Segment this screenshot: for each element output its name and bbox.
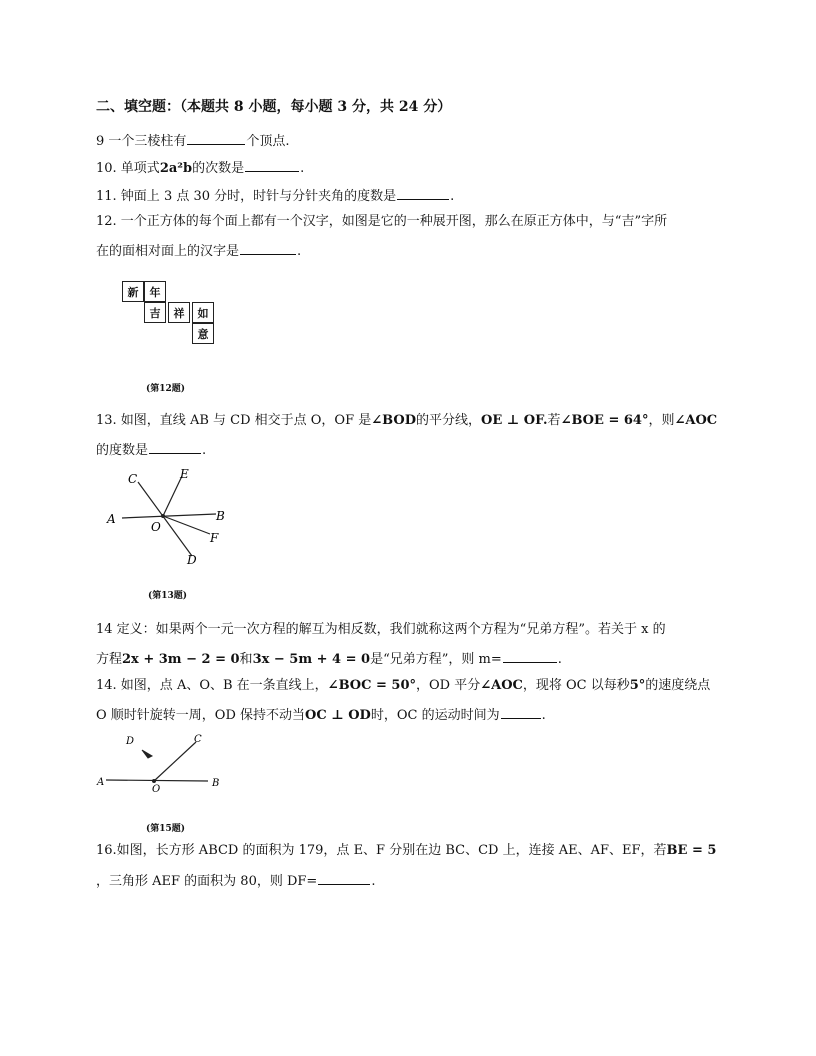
- question-13-line-1: [96, 412, 717, 430]
- q13-angle-bod: ∠BOD: [371, 413, 416, 428]
- q10-text-after: 的次数是: [192, 161, 245, 176]
- line-ab: [106, 780, 208, 781]
- q10-expression: 2a²b: [159, 161, 193, 176]
- q13-text-g: ，则: [648, 413, 675, 428]
- q14a-text-a: 方程: [96, 652, 123, 667]
- q10-text: 10. 单项式: [96, 161, 160, 176]
- q13-text-2: 的度数是: [96, 443, 149, 458]
- question-12-line-2: [96, 241, 301, 261]
- question-10: [96, 158, 304, 178]
- q12-end: .: [297, 244, 302, 259]
- q16-blank: [318, 871, 370, 885]
- question-9: [96, 131, 290, 151]
- line-ab: [122, 514, 216, 518]
- q11-end: .: [450, 189, 455, 204]
- q13-text-a: 13. 如图，直线 AB 与 CD 相交于点 O，OF 是: [96, 413, 372, 428]
- label-a: A: [107, 512, 116, 526]
- question-14-rotation-line-1: [96, 677, 710, 695]
- q9-blank: [187, 131, 245, 145]
- question-14-definition-line-1: 14 定义：如果两个一元一次方程的解互为相反数，我们就称这两个方程为“兄弟方程”。若关于 x 的: [96, 622, 666, 637]
- q13-blank: [149, 440, 201, 454]
- ray-oc: [154, 742, 196, 781]
- q9-text-after: 个顶点.: [246, 134, 290, 149]
- q14b-speed: 5°: [629, 678, 646, 693]
- q14b-text-2a: O 顺时针旋转一周，OD 保持不动当: [96, 708, 306, 723]
- label-b: B: [212, 778, 220, 789]
- q14a-equation-2: 3x − 5m + 4 = 0: [252, 652, 371, 667]
- figure-12-caption: (第12题): [146, 384, 186, 394]
- q14b-angle-boc: ∠BOC = 50°: [327, 678, 416, 693]
- q13-text-c: 的平分线，: [415, 413, 481, 428]
- q16-be: BE = 5: [666, 843, 717, 858]
- q13-perpendicular: OE ⊥ OF.: [481, 413, 548, 428]
- label-c: C: [128, 472, 138, 486]
- q16-text-a: 16.如图，长方形 ABCD 的面积为 179，点 E、F 分别在边 BC、CD 上，连接 AE、AF、EF，若: [96, 843, 667, 858]
- q14a-blank: [503, 649, 557, 663]
- q13-end: .: [202, 443, 207, 458]
- q14a-text-c: 是“兄弟方程”，则 m=: [370, 652, 502, 667]
- section-title: 二、填空题：（本题共 8 小题，每小题 3 分，共 24 分）: [96, 99, 452, 115]
- question-16-line-1: [96, 842, 716, 860]
- q9-text: 9 一个三棱柱有: [96, 134, 187, 149]
- figure-15-caption: (第15题): [146, 824, 186, 834]
- question-11: [96, 186, 454, 206]
- q14b-text-2b: 时，OC 的运动时间为: [370, 708, 500, 723]
- q16-text-2a: ，三角形 AEF 的面积为 80，则 DF=: [96, 874, 318, 889]
- q14a-text-b: 和: [239, 652, 253, 667]
- q11-blank: [397, 186, 449, 200]
- label-a: A: [97, 777, 105, 788]
- q10-end: .: [300, 161, 305, 176]
- label-d: D: [187, 553, 197, 567]
- figure-13-caption: (第13题): [148, 591, 188, 601]
- q13-text-e: 若: [547, 413, 561, 428]
- figure-13-diagram: [100, 466, 240, 576]
- q14a-end: .: [557, 652, 562, 667]
- label-c: C: [194, 734, 202, 745]
- q14b-angle-aoc: ∠AOC: [480, 678, 523, 693]
- question-14-rotation-line-2: [96, 705, 546, 725]
- q14b-blank: [501, 705, 541, 719]
- q12-text: 在的面相对面上的汉字是: [96, 244, 240, 259]
- net-cell-xiang: 祥: [168, 302, 190, 323]
- point-o: [152, 779, 156, 783]
- net-cell-nian: 年: [144, 281, 166, 302]
- net-cell-yi: 意: [192, 323, 214, 344]
- line-cd: [138, 482, 192, 556]
- q16-end: .: [371, 874, 376, 889]
- label-o: O: [151, 520, 161, 534]
- ray-od-mark: [142, 750, 152, 758]
- q14a-equation-1: 2x + 3m − 2 = 0: [122, 652, 240, 667]
- question-14-definition-line-2: [96, 649, 562, 669]
- figure-15-diagram: [92, 728, 232, 798]
- question-16-line-2: [96, 871, 375, 891]
- net-cell-xin: 新: [122, 281, 144, 302]
- question-13-line-2: [96, 440, 206, 460]
- q12-blank: [240, 241, 296, 255]
- q14b-perpendicular: OC ⊥ OD: [305, 708, 371, 723]
- q14b-text-c: ，现将 OC 以每秒: [522, 678, 630, 693]
- q10-blank: [245, 158, 299, 172]
- q14b-text-a: 14. 如图，点 A、O、B 在一条直线上，: [96, 678, 328, 693]
- q13-angle-aoc: ∠AOC: [674, 413, 718, 428]
- ray-oe: [163, 476, 182, 516]
- q14b-text-b: ，OD 平分: [416, 678, 481, 693]
- label-d: D: [126, 736, 135, 747]
- q13-angle-boe: ∠BOE = 64°: [560, 413, 649, 428]
- net-cell-ru: 如: [192, 302, 214, 323]
- point-o: [161, 514, 165, 518]
- label-f: F: [210, 531, 219, 545]
- label-e: E: [180, 467, 189, 481]
- q14b-end: .: [541, 708, 546, 723]
- label-b: B: [216, 509, 225, 523]
- label-o: O: [152, 784, 161, 795]
- q14b-text-d: 的速度绕点: [645, 678, 711, 693]
- net-cell-ji: 吉: [144, 302, 166, 323]
- question-12-line-1: 12. 一个正方体的每个面上都有一个汉字，如图是它的一种展开图，那么在原正方体中，与“吉”字所: [96, 214, 668, 229]
- q11-text: 11. 钟面上 3 点 30 分时，时针与分针夹角的度数是: [96, 189, 397, 204]
